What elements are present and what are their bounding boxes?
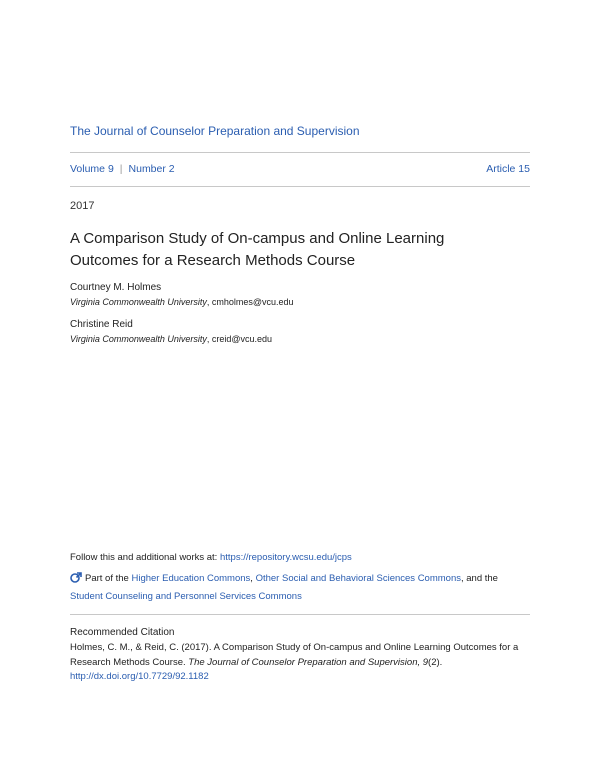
commons-link[interactable]: Student Counseling and Personnel Services Commons [70, 591, 302, 602]
author-affiliation [70, 332, 272, 346]
creative-commons-share-icon [70, 571, 82, 583]
repository-link[interactable]: https://repository.wcsu.edu/jcps [219, 552, 352, 563]
separator: , [250, 573, 256, 584]
commons-link[interactable]: Other Social and Behavioral Sciences Commons [255, 573, 461, 584]
journal-title-link[interactable]: The Journal of Counselor Preparation and Supervision [70, 124, 360, 138]
part-of-block [70, 570, 530, 606]
divider-citation [70, 614, 530, 615]
divider-top [70, 152, 530, 153]
separator: | [119, 163, 123, 175]
article-title: A Comparison Study of On-campus and Online Learning Outcomes for a Research Methods Course [70, 230, 445, 269]
citation-issue: (2). [428, 656, 443, 668]
volume-link[interactable]: Volume 9 [70, 163, 114, 175]
commons-link[interactable]: Higher Education Commons [131, 573, 251, 584]
number-link[interactable]: Number 2 [128, 163, 175, 175]
author-name: Courtney M. Holmes [70, 282, 162, 293]
article-link[interactable]: Article 15 [486, 163, 530, 175]
author-block [70, 318, 272, 346]
volume-issue [70, 163, 175, 175]
citation-body: Holmes, C. M., & Reid, C. (2017). A Comparison Study of On-campus and Online Learning Outcomes for a Research Methods Course. [70, 642, 519, 668]
author-email: , cmholmes@vcu.edu [206, 297, 294, 307]
citation-heading: Recommended Citation [70, 627, 175, 638]
follow-prefix: Follow this and additional works at: [70, 552, 220, 563]
author-email: , creid@vcu.edu [206, 334, 273, 344]
volume-row [70, 163, 530, 175]
affiliation-name: Virginia Commonwealth University [70, 334, 207, 344]
publication-year: 2017 [70, 200, 95, 212]
follow-line [70, 552, 352, 563]
author-name: Christine Reid [70, 319, 133, 330]
part-of-prefix: Part of the [85, 573, 132, 584]
doi-link[interactable]: http://dx.doi.org/10.7729/92.1182 [70, 671, 209, 682]
citation-text [70, 641, 535, 685]
author-affiliation [70, 295, 294, 309]
divider-bottom [70, 186, 530, 187]
affiliation-name: Virginia Commonwealth University [70, 297, 207, 307]
author-block [70, 281, 294, 309]
separator: , and the [460, 573, 498, 584]
citation-journal: The Journal of Counselor Preparation and Supervision, 9 [188, 656, 429, 668]
